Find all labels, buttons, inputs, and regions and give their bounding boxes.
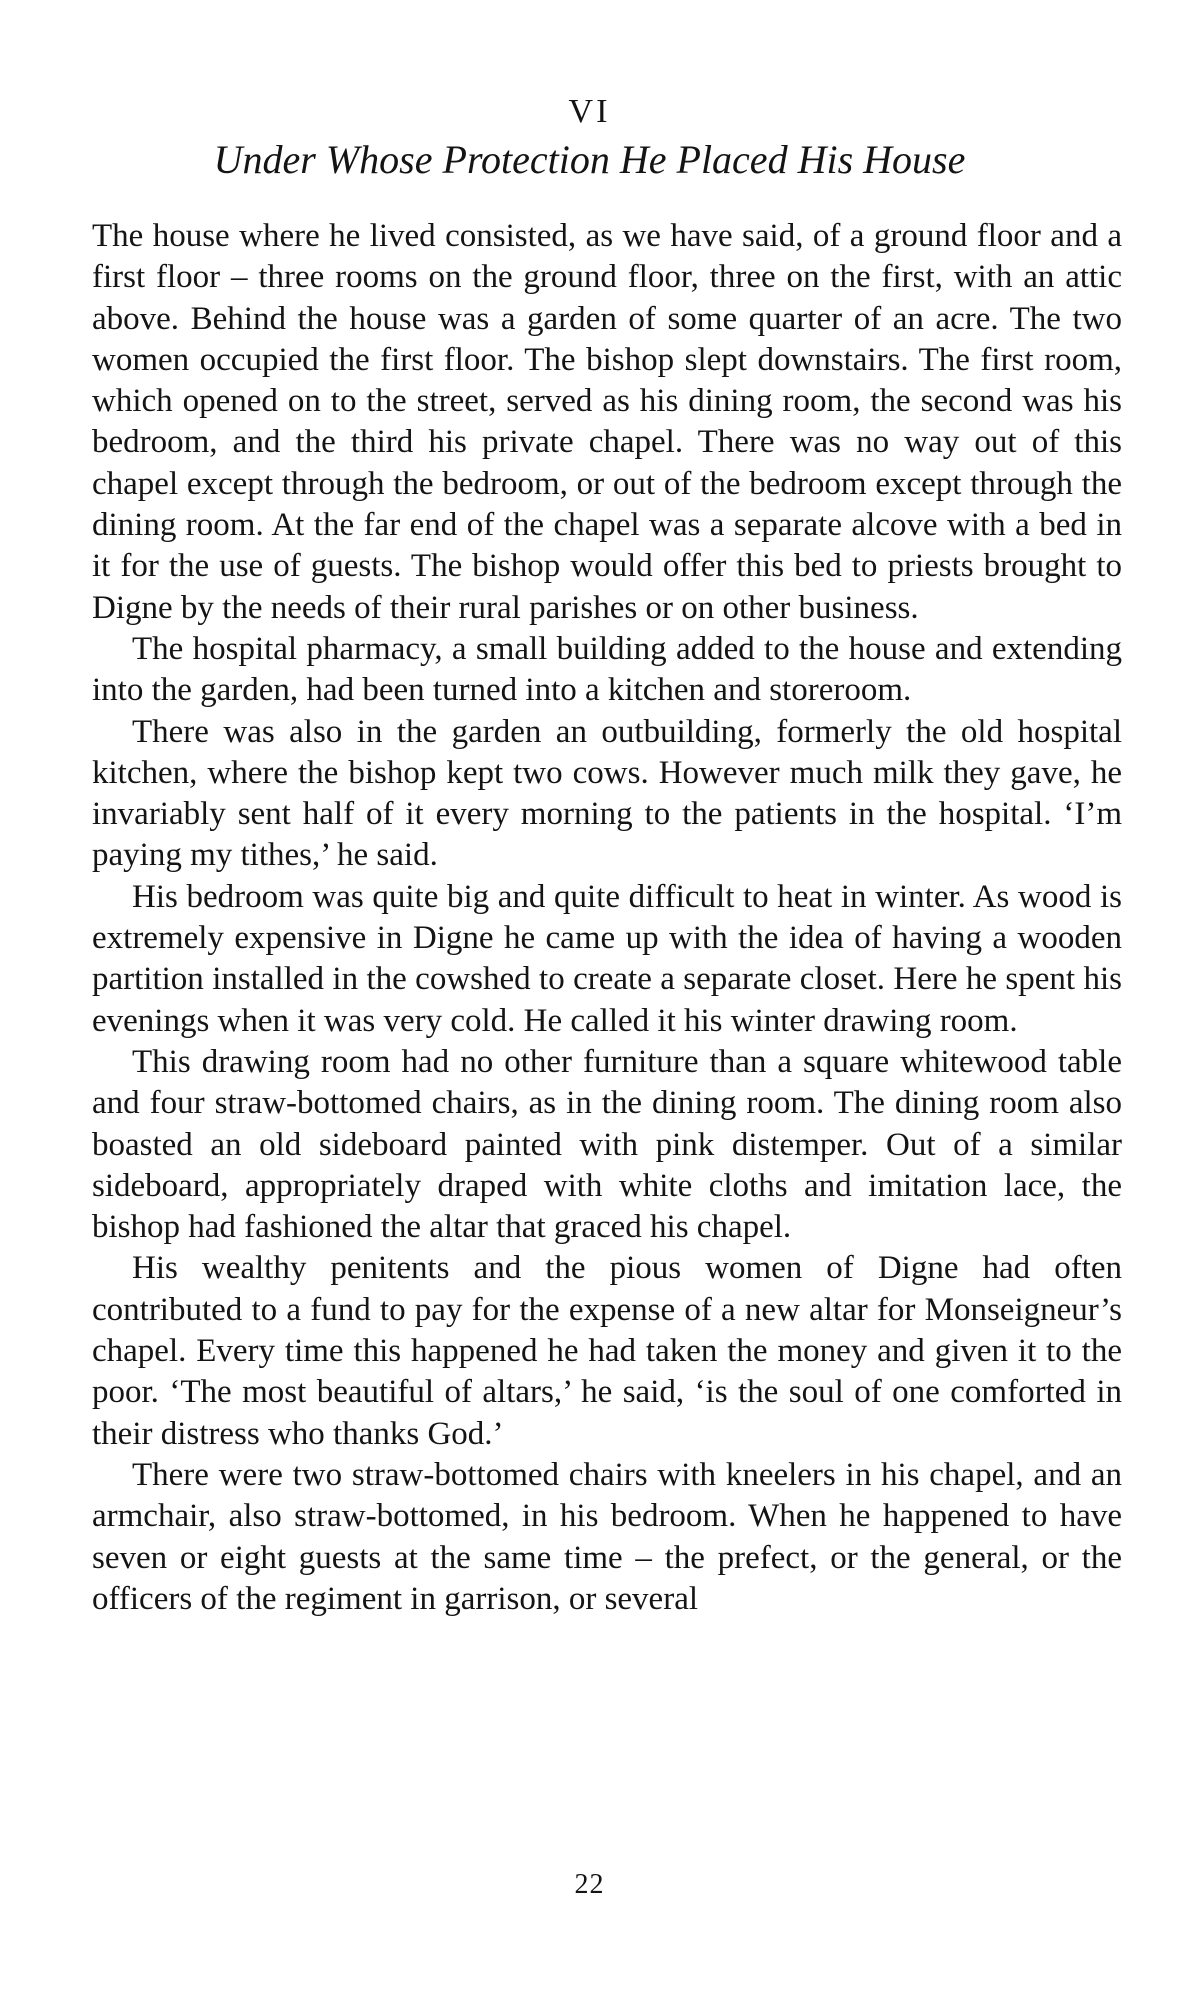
paragraph: There were two straw-bottomed chairs with kneelers in his chapel, and an armchair, also straw-bottomed, in his bedroom. When he happened to have seven or eight guests at the same time – the prefect, or the general, or the officers of the regiment in garrison, or several [92, 1456, 1122, 1617]
body-text [92, 216, 1122, 1620]
paragraph: The hospital pharmacy, a small building added to the house and extending into the garden, had been turned into a kitchen and storeroom. [92, 630, 1122, 709]
paragraph: This drawing room had no other furniture than a square whitewood table and four straw-bottomed chairs, as in the dining room. The dining room also boasted an old sideboard painted with pink distemper. Out of a similar sideboard, appropriately draped with white cloths and imitation lace, the bishop had fashioned the altar that graced his chapel. [92, 1043, 1122, 1246]
page-number: 22 [574, 1869, 605, 1900]
chapter-number: VI [568, 93, 611, 130]
paragraph: The house where he lived consisted, as we have said, of a ground floor and a first floor – three rooms on the ground floor, three on the first, with an attic above. Behind the house was a garden of some quarter of an acre. The two women occupied the first floor. The bishop slept downstairs. The first room, which opened on to the street, served as his dining room, the second was his bedroom, and the third his private chapel. There was no way out of this chapel except through the bedroom, or out of the bedroom except through the dining room. At the far end of the chapel was a separate alcove with a bed in it for the use of guests. The bishop would offer this bed to priests brought to Digne by the needs of their rural parishes or on other business. [92, 218, 1122, 626]
paragraph: His wealthy penitents and the pious women of Digne had often contributed to a fund to pay for the expense of a new altar for Monseigneur’s chapel. Every time this happened he had taken the money and given it to the poor. ‘The most beautiful of altars,’ he said, ‘is the soul of one comforted in their distress who thanks God.’ [92, 1250, 1122, 1452]
paragraph: His bedroom was quite big and quite difficult to heat in winter. As wood is extremely expensive in Digne he came up with the idea of having a wooden partition installed in the cowshed to create a separate closet. Here he spent his evenings when it was very cold. He called it his winter drawing room. [92, 878, 1122, 1039]
paragraph: There was also in the garden an outbuilding, formerly the old hospital kitchen, where the bishop kept two cows. However much milk they gave, he invariably sent half of it every morning to the patients in the hospital. ‘I’m paying my tithes,’ he said. [92, 713, 1122, 874]
chapter-title: Under Whose Protection He Placed His House [213, 137, 966, 182]
